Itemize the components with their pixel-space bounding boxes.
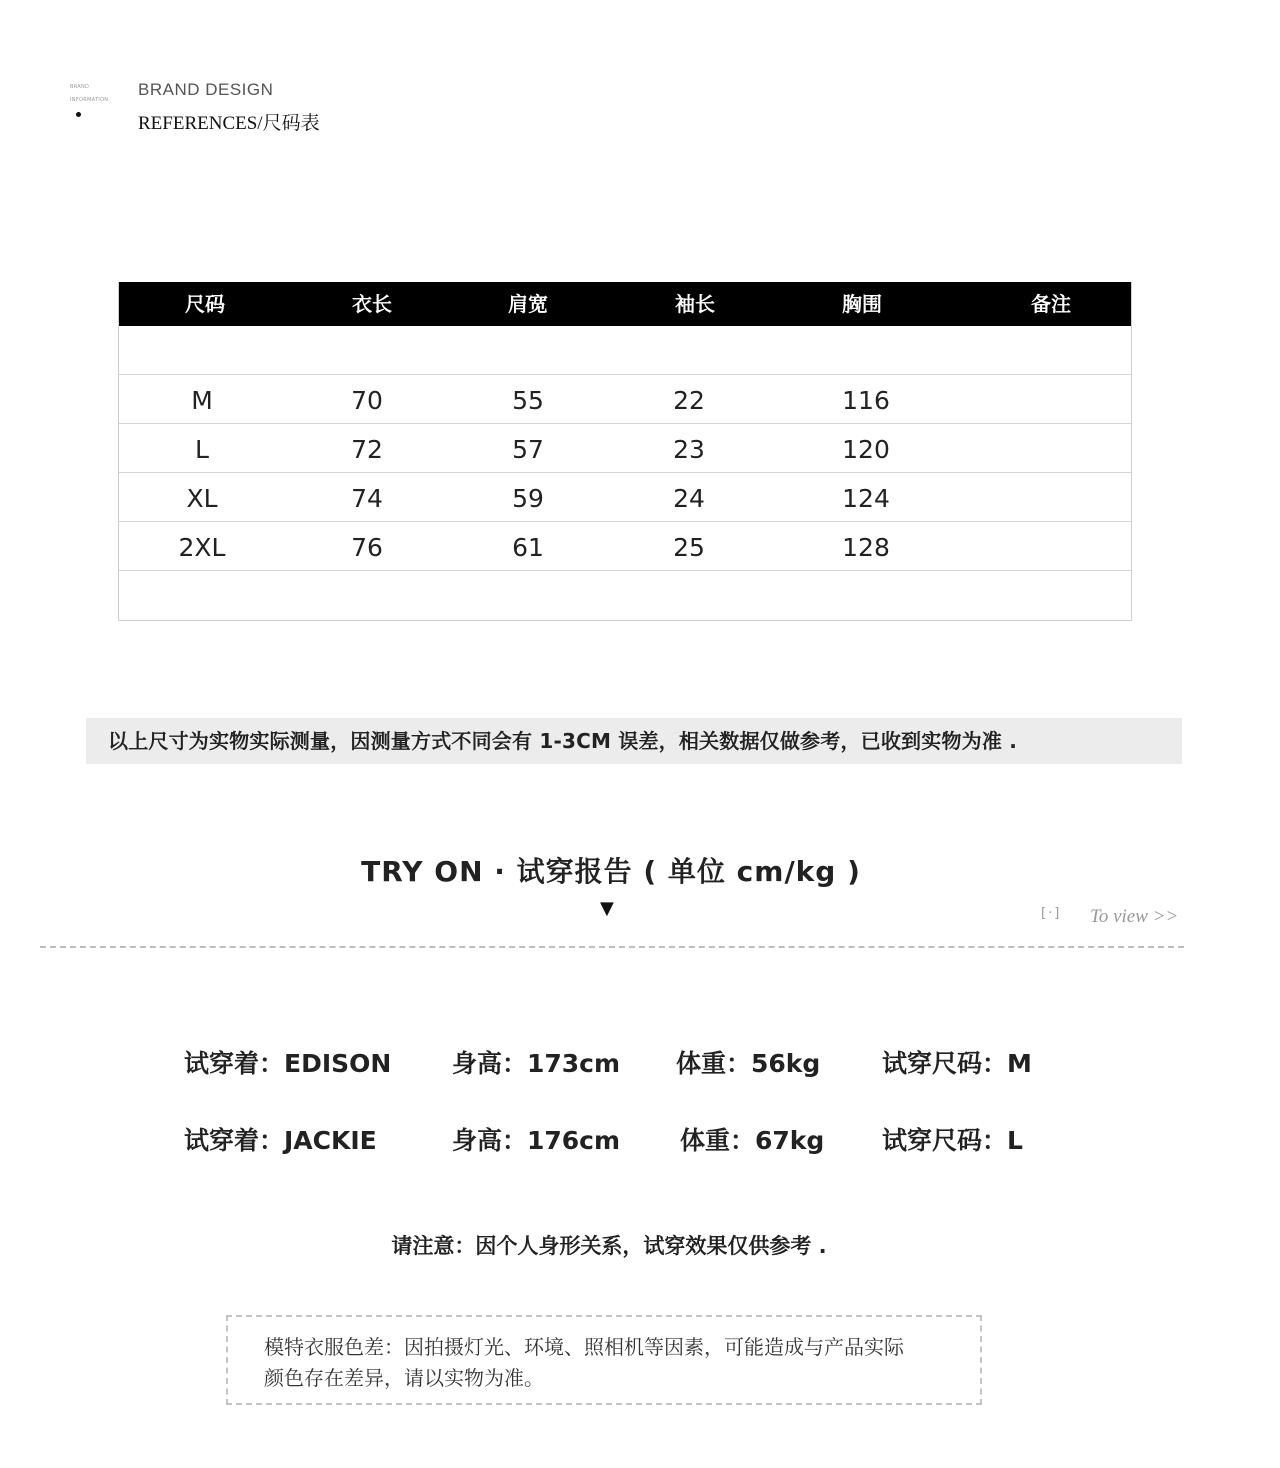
header-chest: 胸围	[842, 292, 882, 316]
model-size: 试穿尺码：L	[882, 1126, 1023, 1155]
divider	[40, 946, 1184, 948]
header-shoulder: 肩宽	[508, 292, 548, 316]
header-remark: 备注	[1031, 292, 1071, 316]
header-size: 尺码	[185, 292, 225, 316]
disclaimer-line-1: 模特衣服色差：因拍摄灯光、环境、照相机等因素，可能造成与产品实际	[264, 1337, 904, 1359]
disclaimer-text	[264, 1333, 964, 1395]
cell-shoulder: 55	[512, 386, 544, 415]
table-row-empty	[119, 571, 1131, 620]
cell-sleeve: 22	[673, 386, 705, 415]
table-row	[119, 375, 1131, 424]
brand-small-label: BRAND	[70, 84, 90, 90]
measurement-note: 以上尺寸为实物实际测量，因测量方式不同会有 1-3CM 误差，相关数据仅做参考，已收到实物为准 .	[108, 729, 1017, 753]
tryon-title: TRY ON · 试穿报告 ( 单位 cm/kg )	[361, 855, 861, 888]
table-row	[119, 522, 1131, 571]
cell-length: 76	[351, 533, 383, 562]
model-height: 身高：173cm	[452, 1049, 621, 1078]
size-table	[118, 282, 1132, 621]
model-weight: 体重：56kg	[676, 1049, 821, 1078]
cell-chest: 120	[842, 435, 890, 464]
cell-size: XL	[186, 484, 218, 513]
attention-note: 请注意：因个人身形关系，试穿效果仅供参考 .	[391, 1234, 827, 1258]
table-header-row	[119, 282, 1131, 326]
header-length: 衣长	[352, 292, 392, 316]
brand-title: BRAND DESIGN	[138, 80, 274, 99]
model-size: 试穿尺码：M	[882, 1049, 1032, 1078]
cell-sleeve: 23	[673, 435, 705, 464]
cell-chest: 128	[842, 533, 890, 562]
model-name: 试穿着：JACKIE	[184, 1126, 377, 1155]
model-weight: 体重：67kg	[680, 1126, 825, 1155]
cell-length: 70	[351, 386, 383, 415]
view-icon: [·]	[1041, 906, 1062, 921]
down-arrow-icon: ▼	[600, 898, 614, 919]
cell-chest: 116	[842, 386, 890, 415]
brand-small-label-2: INFORMATION	[70, 97, 109, 103]
header-sleeve: 袖长	[675, 292, 715, 316]
cell-size: 2XL	[178, 533, 226, 562]
model-height: 身高：176cm	[452, 1126, 621, 1155]
cell-shoulder: 61	[512, 533, 544, 562]
section-title: REFERENCES/尺码表	[138, 113, 320, 134]
cell-sleeve: 25	[673, 533, 705, 562]
cell-size: L	[195, 435, 209, 464]
cell-chest: 124	[842, 484, 890, 513]
table-row	[119, 424, 1131, 473]
disclaimer-line-2: 颜色存在差异，请以实物为准。	[264, 1368, 544, 1390]
cell-size: M	[191, 386, 213, 415]
table-row-empty	[119, 326, 1131, 375]
bullet-dot	[76, 112, 81, 117]
cell-sleeve: 24	[673, 484, 705, 513]
model-name: 试穿着：EDISON	[184, 1049, 392, 1078]
cell-length: 74	[351, 484, 383, 513]
table-row	[119, 473, 1131, 522]
cell-shoulder: 57	[512, 435, 544, 464]
to-view-link[interactable]: To view >>	[1090, 906, 1179, 927]
cell-length: 72	[351, 435, 383, 464]
cell-shoulder: 59	[512, 484, 544, 513]
